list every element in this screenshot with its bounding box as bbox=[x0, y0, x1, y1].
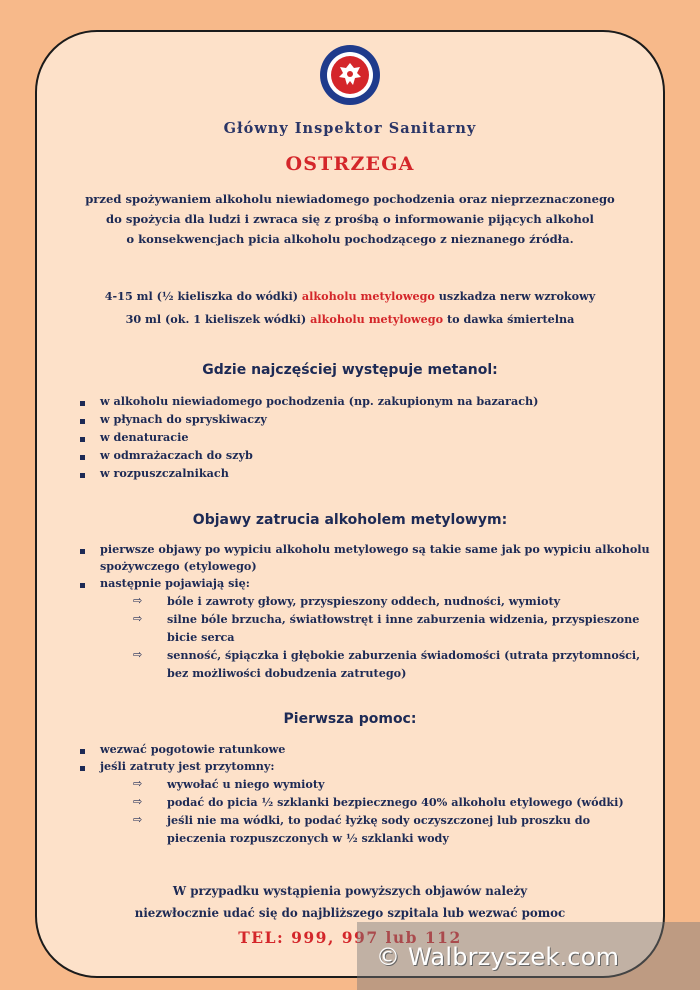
warning-heading: OSTRZEGA bbox=[285, 153, 415, 175]
closing-line: niezwłocznie udać się do najbliższego szpitala lub wezwać pomoc bbox=[134, 906, 566, 920]
dose-line bbox=[35, 312, 665, 326]
methanol-sources-list bbox=[80, 394, 640, 484]
dose-post: uszkadza nerw wzrokowy bbox=[434, 289, 596, 303]
bullet-icon bbox=[80, 419, 85, 424]
closing-line: W przypadku wystąpienia powyższych objawów należy bbox=[172, 884, 528, 898]
emergency-phone-numbers: TEL: 999, 997 lub 112 bbox=[238, 928, 462, 947]
bullet-icon bbox=[80, 401, 85, 406]
list-item: pierwsze objawy po wypiciu alkoholu metylowego są takie same jak po wypiciu alkoholu bbox=[100, 542, 650, 556]
sub-item: jeśli nie ma wódki, to podać łyżkę sody oczyszczonej lub proszku do bbox=[167, 813, 591, 827]
section-heading-first-aid: Pierwsza pomoc: bbox=[283, 711, 417, 727]
list-item: następnie pojawiają się: bbox=[100, 576, 250, 590]
intro-line: przed spożywaniem alkoholu niewiadomego pochodzenia oraz nieprzeznaczonego bbox=[85, 192, 615, 206]
intro-line: do spożycia dla ludzi i zwraca się z prośbą o informowanie pijących alkohol bbox=[106, 212, 594, 226]
arrow-icon: ⇨ bbox=[133, 795, 143, 808]
bullet-icon bbox=[80, 749, 85, 754]
arrow-icon: ⇨ bbox=[133, 594, 143, 607]
list-item: w alkoholu niewiadomego pochodzenia (np. zakupionym na bazarach) bbox=[100, 394, 539, 408]
sub-item-continuation: pieczenia rozpuszczonych w ½ szklanki wody bbox=[167, 831, 449, 845]
dose-line bbox=[35, 289, 665, 303]
sub-item: wywołać u niego wymioty bbox=[167, 777, 325, 791]
section-heading-symptoms: Objawy zatrucia alkoholem metylowym: bbox=[192, 512, 508, 528]
list-item: w płynach do spryskiwaczy bbox=[100, 412, 267, 426]
dose-pre: 4-15 ml (½ kieliszka do wódki) bbox=[104, 289, 302, 303]
intro-text bbox=[35, 189, 665, 249]
arrow-icon: ⇨ bbox=[133, 612, 143, 625]
dose-substance: alkoholu metylowego bbox=[310, 312, 444, 326]
list-item: w odmrażaczach do szyb bbox=[100, 448, 253, 462]
dose-pre: 30 ml (ok. 1 kieliszek wódki) bbox=[125, 312, 311, 326]
sanitary-inspection-logo-icon bbox=[319, 44, 381, 106]
bullet-icon bbox=[80, 766, 85, 771]
list-item: jeśli zatruty jest przytomny: bbox=[100, 759, 275, 773]
watermark-text: © Walbrzyszek.com bbox=[376, 943, 620, 971]
sub-item: senność, śpiączka i głębokie zaburzenia świadomości (utrata przytomności, bbox=[167, 648, 641, 662]
list-item: w denaturacie bbox=[100, 430, 189, 444]
symptoms-list bbox=[80, 542, 655, 682]
sub-item-continuation: bicie serca bbox=[167, 630, 235, 644]
sub-item: bóle i zawroty głowy, przyspieszony oddech, nudności, wymioty bbox=[167, 594, 561, 608]
arrow-icon: ⇨ bbox=[133, 813, 143, 826]
dose-substance: alkoholu metylowego bbox=[301, 289, 435, 303]
arrow-icon: ⇨ bbox=[133, 777, 143, 790]
list-item: w rozpuszczalnikach bbox=[100, 466, 229, 480]
page-title: Główny Inspektor Sanitarny bbox=[223, 120, 477, 137]
closing-instruction bbox=[35, 880, 665, 924]
sub-item-continuation: bez możliwości dobudzenia zatrutego) bbox=[167, 666, 407, 680]
section-heading-methanol-sources: Gdzie najczęściej występuje metanol: bbox=[202, 362, 498, 378]
dose-post: to dawka śmiertelna bbox=[443, 312, 575, 326]
first-aid-list bbox=[80, 742, 640, 852]
bullet-icon bbox=[80, 549, 85, 554]
sub-item: podać do picia ½ szklanki bezpiecznego 40% alkoholu etylowego (wódki) bbox=[167, 795, 624, 809]
bullet-icon bbox=[80, 473, 85, 478]
bullet-icon bbox=[80, 583, 85, 588]
bullet-icon bbox=[80, 437, 85, 442]
arrow-icon: ⇨ bbox=[133, 648, 143, 661]
intro-line: o konsekwencjach picia alkoholu pochodzącego z nieznanego źródła. bbox=[126, 232, 574, 246]
bullet-icon bbox=[80, 455, 85, 460]
list-item-continuation: spożywczego (etylowego) bbox=[100, 559, 257, 573]
list-item: wezwać pogotowie ratunkowe bbox=[100, 742, 286, 756]
sub-item: silne bóle brzucha, światłowstręt i inne zaburzenia widzenia, przyspieszone bbox=[167, 612, 640, 626]
